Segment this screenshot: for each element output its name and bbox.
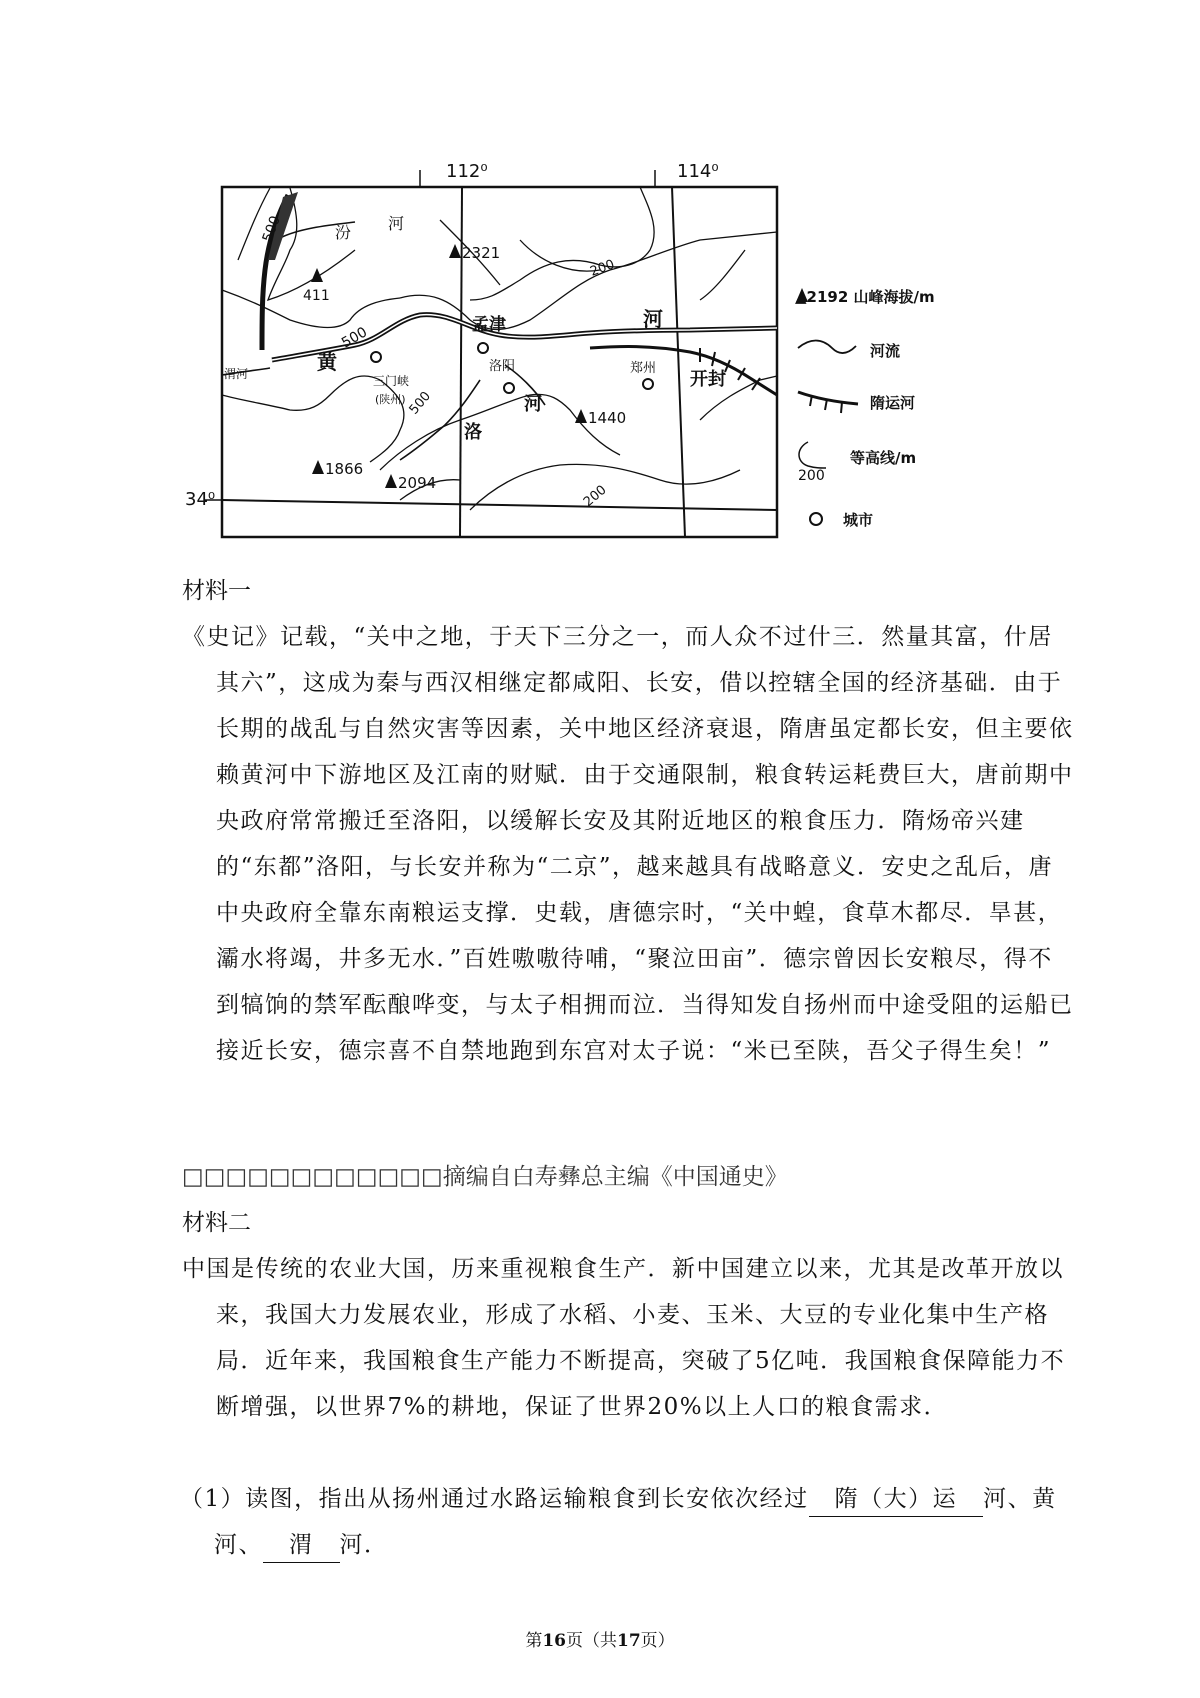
contour-value: 200 (588, 257, 617, 280)
river-name-fen: 河 (388, 214, 405, 233)
peak-icon (385, 474, 397, 488)
page-number: 16 (542, 1631, 566, 1651)
river-line-icon (798, 341, 856, 354)
legend-label: 河流 (870, 342, 901, 360)
city-name: 洛阳 (489, 359, 516, 374)
city-circle-icon (478, 343, 488, 353)
city-name: 郑州 (630, 361, 657, 376)
contour-value: 500 (339, 324, 371, 352)
city-circle-icon (504, 383, 514, 393)
peak-icon (312, 460, 324, 474)
question-1-mid: 河、黄河、 (214, 1486, 1057, 1558)
peak-icon (575, 409, 587, 423)
map-legend (795, 288, 935, 529)
material2-body: 中国是传统的农业大国，历来重视粮食生产．新中国建立以来，尤其是改革开放以来，我国大力发展农业，形成了水稻、小麦、玉米、大豆的专业化集中生产格局．近年来，我国粮食生产能力不断提高，突破了5亿吨．我国粮食保障能力不断增强，以世界7%的耕地，保证了世界20%以上人口的粮食需求． (182, 1256, 1066, 1420)
question-1-prefix: （1）读图，指出从扬州通过水路运输粮食到长安依次经过 (180, 1486, 809, 1512)
peak-icon (449, 244, 461, 258)
contour-lines (222, 187, 777, 510)
contour-line-icon (799, 442, 826, 468)
contour-value: 200 (580, 482, 610, 511)
page-footer (0, 1626, 1200, 1651)
answer-blank-1: 隋（大）运 (809, 1482, 984, 1517)
mountain-peaks (311, 244, 587, 488)
footer-text: 页（共 (566, 1631, 617, 1651)
river-name-fen: 汾 (335, 223, 352, 242)
peak-elevation: 411 (303, 288, 330, 304)
material1-body: 《史记》记载，“关中之地，于天下三分之一，而人众不过什三．然量其富，什居其六”，这成为秦与西汉相继定都咸阳、长安，借以控辖全国的经济基础．由于长期的战乱与自然灾害等因素，关中地区经济衰退，隋唐虽定都长安，但主要依赖黄河中下游地区及江南的财赋．由于交通限制，粮食转运耗费巨大，唐前期中央政府常常搬迁至洛阳，以缓解长安及其附近地区的粮食压力．隋炀帝兴建的“东都”洛阳，与长安并称为“二京”，越来越具有战略意义．安史之乱后，唐中央政府全靠东南粮运支撑．史载，唐德宗时，“关中蝗，食草木都尽．旱甚，灞水将竭，井多无水．”百姓嗷嗷待哺，“聚泣田亩”．德宗曾因长安粮尽，得不到犒饷的禁军酝酿哗变，与太子相拥而泣．当得知发自扬州而中途受阻的运船已接近长安，德宗喜不自禁地跑到东宫对太子说：“米已至陕，吾父子得生矣！” (182, 624, 1074, 1064)
historical-map (0, 0, 1200, 560)
river-name-huang: 黄 (317, 350, 337, 374)
city-name: 开封 (690, 369, 726, 390)
footer-text: 页） (640, 1631, 675, 1651)
contour-value: 500 (259, 213, 284, 245)
legend-label: 隋运河 (870, 394, 916, 412)
parallel-34 (222, 500, 777, 510)
question-1-suffix: 河． (339, 1532, 389, 1558)
peak-elevation: 1866 (325, 460, 364, 478)
city-name: 孟津 (472, 315, 506, 335)
peak-elevation: 2094 (398, 474, 437, 492)
legend-label: ▲2192 山峰海拔/m (795, 288, 935, 306)
contour-value: 500 (406, 388, 435, 418)
river-name-luo: 河 (524, 394, 542, 415)
footer-text: 第 (525, 1631, 543, 1651)
river-name-wei: 渭河 (224, 367, 249, 381)
city-circle-icon (643, 379, 653, 389)
material1-heading: 材料一 (182, 578, 251, 604)
city-name: 三门峡 (373, 374, 410, 388)
river-name-luo: 洛 (464, 422, 482, 443)
city-circle-icon (810, 513, 822, 525)
material1-source: □□□□□□□□□□□□摘编自白寿彝总主编《中国通史》 (182, 1164, 788, 1190)
meridian-112 (460, 187, 462, 537)
answer-blank-2: 渭 (263, 1528, 340, 1563)
river-name-huang: 河 (643, 307, 663, 331)
city-circle-icon (371, 352, 381, 362)
legend-label: 等高线/m (850, 449, 917, 467)
lon-label-114: 114⁰ (677, 161, 719, 182)
sui-canal (590, 347, 777, 395)
material2-heading: 材料二 (182, 1210, 251, 1236)
city-name: (陕州) (375, 393, 406, 406)
canal-line-icon (798, 392, 858, 404)
legend-contour-value: 200 (798, 468, 825, 484)
page-total: 17 (617, 1631, 641, 1651)
lon-label-112: 112⁰ (446, 161, 488, 182)
peak-elevation: 1440 (588, 409, 627, 427)
peak-elevation: 2321 (462, 244, 501, 262)
question-1 (180, 1476, 1074, 1568)
lat-label-34: 34⁰ (185, 489, 216, 510)
legend-label: 城市 (843, 511, 874, 529)
